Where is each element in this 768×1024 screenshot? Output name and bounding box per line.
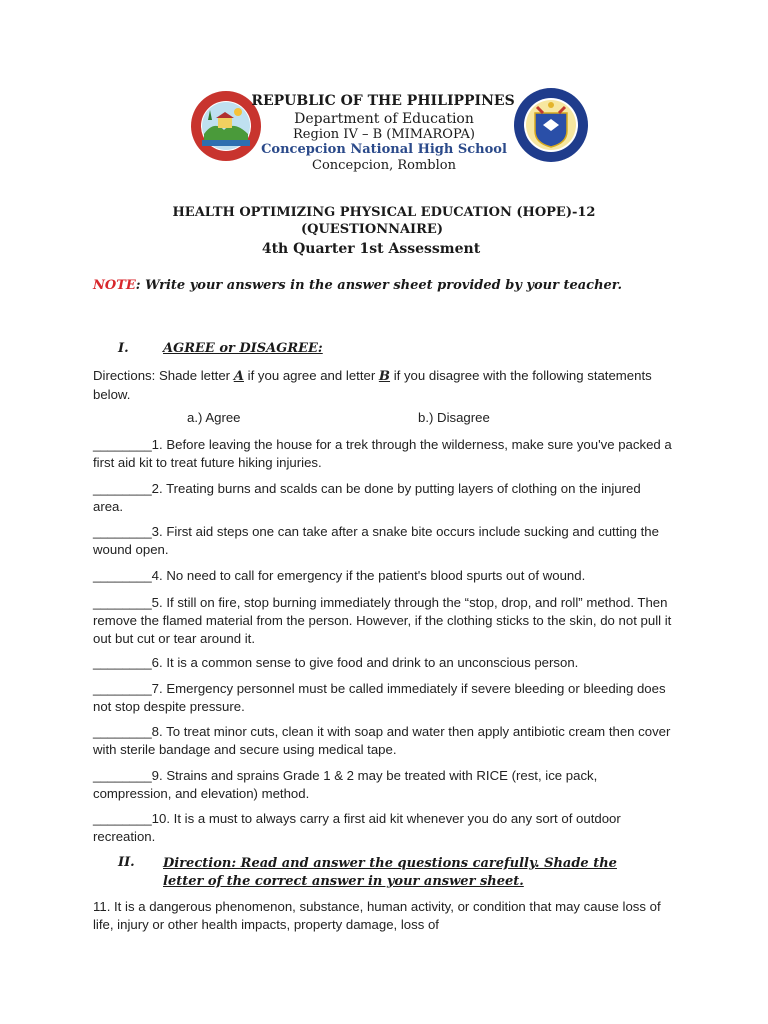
directions-post: if you disagree with the following statements below. [93,368,652,402]
question-item: ________9. Strains and sprains Grade 1 & 2 may be treated with RICE (rest, ice pack, compression, and elevation) method. [93,768,598,801]
republic-heading: REPUBLIC OF THE PHILIPPINES [251,93,515,109]
section-1-directions [93,367,683,404]
letter-a: A [233,369,244,384]
section-2-number: II. [118,855,135,870]
subject-title: HEALTH OPTIMIZING PHYSICAL EDUCATION (HOPE)-12 [172,205,596,220]
question-item: ________2. Treating burns and scalds can be done by putting layers of clothing on the injured area. [93,481,641,514]
note-paragraph [93,276,653,295]
question-item: ________5. If still on fire, stop burning immediately through the “stop, drop, and roll” method. Then remove the flamed material from the person. However, if the clothing sticks to the skin, do not pull it out but cut or tear around it. [93,595,672,646]
section-2-directions: Direction: Read and answer the questions carefully. Shade the letter of the correct answer in your answer sheet. [163,856,617,889]
question-item: ________7. Emergency personnel must be called immediately if severe bleeding or bleeding does not stop despite pressure. [93,681,666,714]
question-item: ________10. It is a must to always carry a first aid kit whenever you do any sort of outdoor recreation. [93,811,621,844]
question-item: ________4. No need to call for emergency if the patient's blood spurts out of wound. [93,568,586,583]
section-1-number: I. [118,341,129,356]
directions-pre: Directions: Shade letter [93,368,234,383]
note-label: NOTE [93,278,136,293]
assessment-title: 4th Quarter 1st Assessment [261,241,481,257]
question-item: ________1. Before leaving the house for a trek through the wilderness, make sure you've packed a first aid kit to treat future hiking injuries. [93,437,672,470]
choice-disagree: b.) Disagree [418,410,490,425]
school-location: Concepcion, Romblon [312,158,456,173]
question-item: ________3. First aid steps one can take after a snake bite occurs include sucking and cutting the wound open. [93,524,659,557]
department-heading: Department of Education [294,111,474,127]
question-item: ________8. To treat minor cuts, clean it with soap and water then apply antibiotic cream then cover with sterile bandage and secure using medical tape. [93,724,671,757]
question-item: ________6. It is a common sense to give food and drink to an unconscious person. [93,655,579,670]
region-heading: Region IV – B (MIMAROPA) [293,127,475,142]
choice-agree: a.) Agree [187,410,241,425]
letter-b: B [378,369,391,384]
section-1-title: AGREE or DISAGREE: [163,341,323,356]
school-name: Concepcion National High School [261,142,507,157]
directions-mid: if you agree and letter [243,368,379,383]
note-text: : Write your answers in the answer sheet provided by your teacher. [135,278,622,293]
question-11: 11. It is a dangerous phenomenon, substance, human activity, or condition that may cause loss of life, injury or other health impacts, property damage, loss of [93,899,661,932]
document-type: (QUESTIONNAIRE) [301,222,443,237]
